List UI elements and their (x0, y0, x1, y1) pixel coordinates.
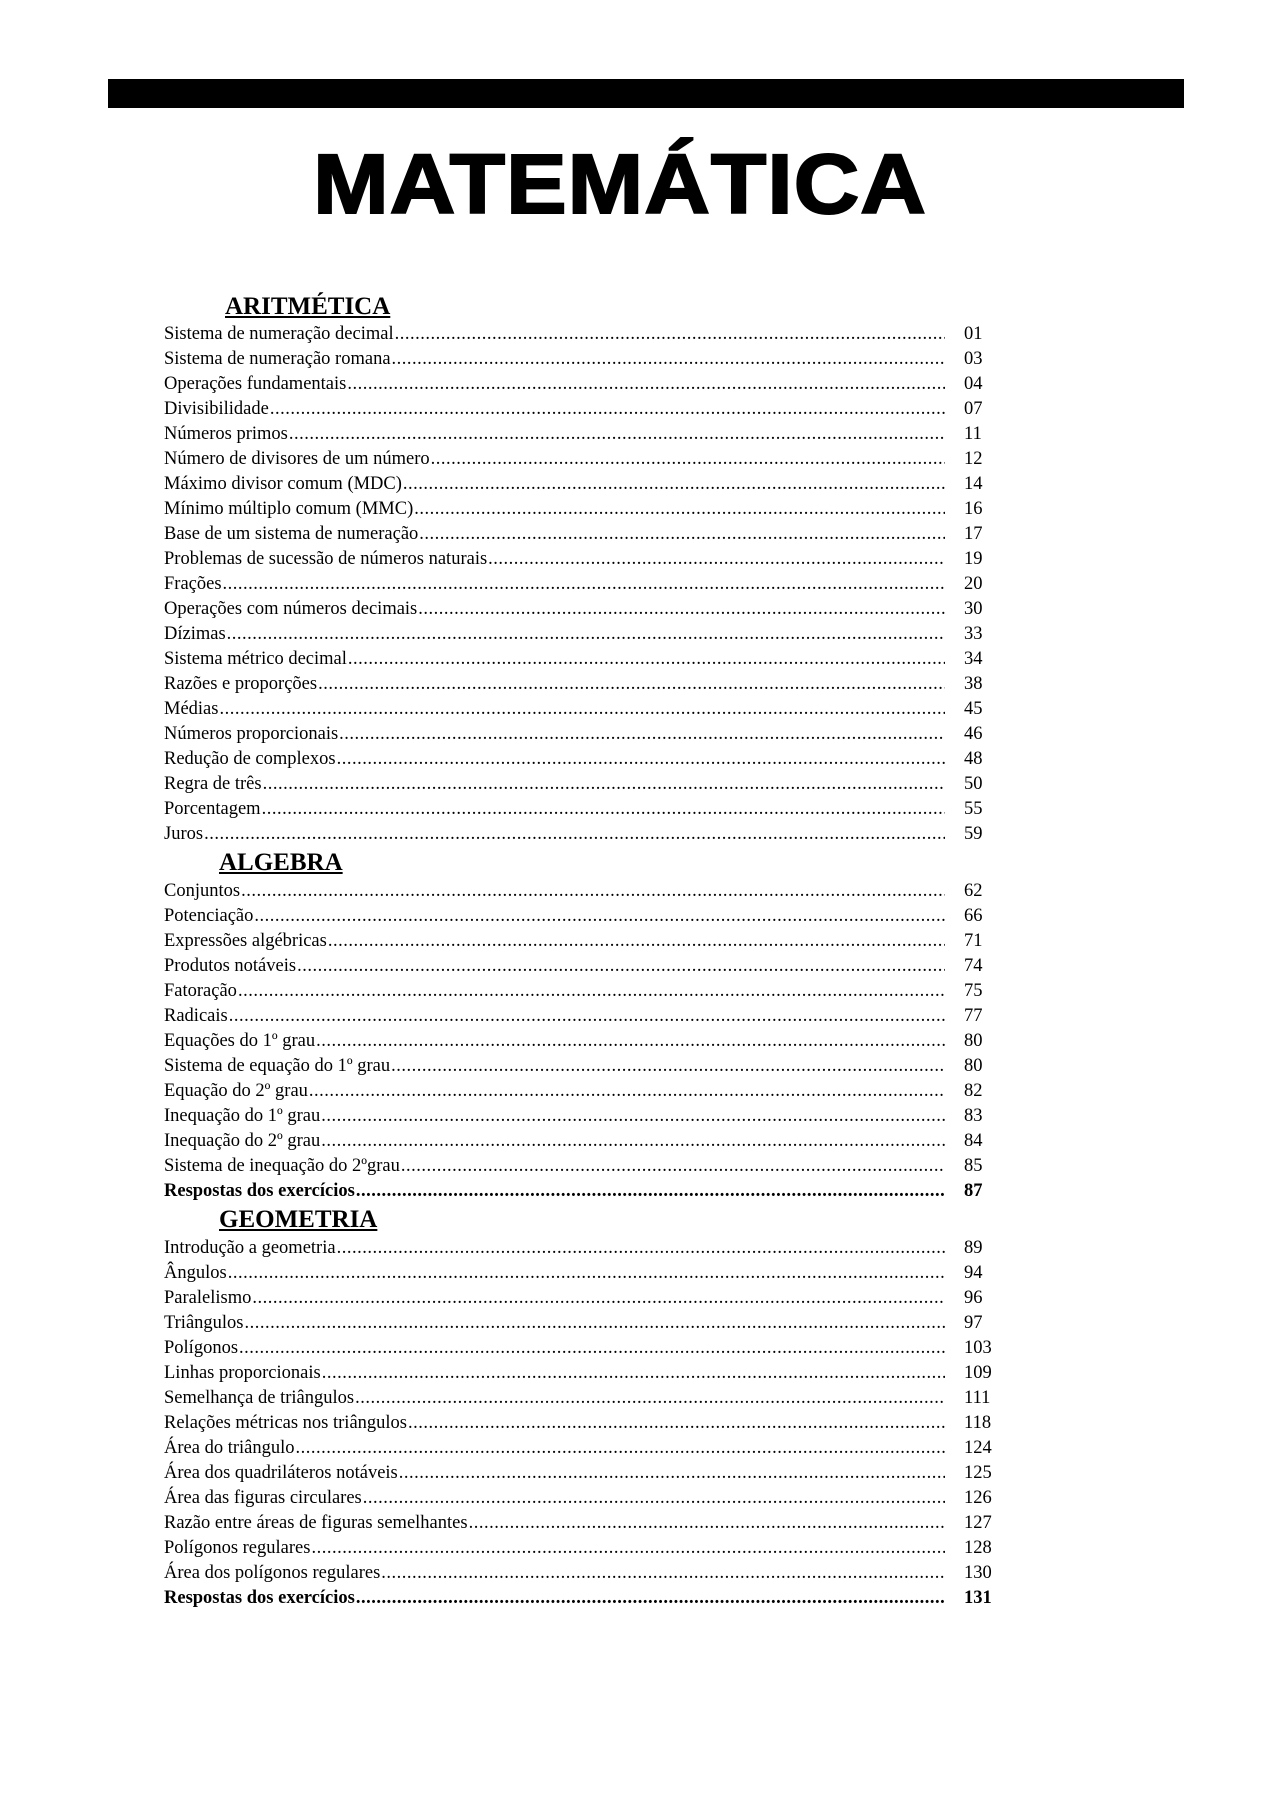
dot-leader (223, 572, 945, 597)
toc-entry[interactable] (164, 822, 1010, 847)
section-heading-3: GEOMETRIA (219, 1206, 378, 1233)
toc-entry-label: Regra de três (164, 774, 262, 794)
toc-entry-label: Introdução a geometria (164, 1238, 336, 1258)
dot-leader (229, 1004, 945, 1029)
dot-leader (296, 1436, 946, 1461)
toc-entry-label: Ângulos (164, 1263, 227, 1283)
toc-entry[interactable] (164, 572, 1010, 597)
toc-entry-label: Sistema de numeração decimal (164, 324, 394, 344)
dot-leader (381, 1561, 945, 1586)
toc-entry-page-number: 84 (964, 1131, 983, 1151)
toc-entry-page-number: 12 (964, 449, 983, 469)
toc-entry-label: Polígonos regulares (164, 1538, 311, 1558)
toc-entry-page-number: 50 (964, 774, 983, 794)
dot-leader (356, 1586, 945, 1611)
toc-entry[interactable] (164, 1336, 1010, 1361)
toc-entry-label: Divisibilidade (164, 399, 269, 419)
toc-entry[interactable] (164, 1311, 1010, 1336)
toc-entry[interactable] (164, 1411, 1010, 1436)
dot-leader (219, 697, 945, 722)
toc-entry-label: Potenciação (164, 906, 254, 926)
toc-entry-label: Inequação do 1º grau (164, 1106, 321, 1126)
dot-leader (318, 672, 945, 697)
toc-entry-page-number: 19 (964, 549, 983, 569)
toc-entry[interactable] (164, 622, 1010, 647)
toc-entry[interactable] (164, 1154, 1010, 1179)
toc-entry[interactable] (164, 1104, 1010, 1129)
dot-leader (339, 722, 945, 747)
toc-entry-page-number: 16 (964, 499, 983, 519)
toc-entry[interactable] (164, 1586, 1010, 1611)
toc-entry-label: Redução de complexos (164, 749, 336, 769)
dot-leader (348, 647, 945, 672)
toc-entry[interactable] (164, 929, 1010, 954)
toc-entry[interactable] (164, 1361, 1010, 1386)
toc-entry-label: Médias (164, 699, 219, 719)
toc-entry[interactable] (164, 497, 1010, 522)
toc-entry-label: Paralelismo (164, 1288, 252, 1308)
dot-leader (414, 497, 945, 522)
toc-entry[interactable] (164, 447, 1010, 472)
toc-entry[interactable] (164, 772, 1010, 797)
toc-entry[interactable] (164, 1461, 1010, 1486)
toc-entry-label: Inequação do 2º grau (164, 1131, 321, 1151)
dot-leader (337, 1236, 945, 1261)
dot-leader (403, 472, 945, 497)
toc-entry[interactable] (164, 747, 1010, 772)
toc-entry-label: Números primos (164, 424, 288, 444)
dot-leader (227, 622, 945, 647)
toc-entry[interactable] (164, 597, 1010, 622)
dot-leader (252, 1286, 945, 1311)
dot-leader (355, 1386, 945, 1411)
toc-entry-page-number: 30 (964, 599, 983, 619)
toc-entry-label: Números proporcionais (164, 724, 339, 744)
toc-entry-label: Área dos quadriláteros notáveis (164, 1463, 398, 1483)
toc-entry-page-number: 38 (964, 674, 983, 694)
dot-leader (419, 522, 945, 547)
toc-entry-label: Triângulos (164, 1313, 244, 1333)
toc-entry-label: Equação do 2º grau (164, 1081, 308, 1101)
toc-entry[interactable] (164, 422, 1010, 447)
toc-entry-page-number: 33 (964, 624, 983, 644)
toc-entry-page-number: 127 (964, 1513, 992, 1533)
dot-leader (391, 1054, 945, 1079)
toc-entry-page-number: 46 (964, 724, 983, 744)
toc-entry-label: Sistema de equação do 1º grau (164, 1056, 391, 1076)
dot-leader (289, 422, 945, 447)
toc-entry-page-number: 126 (964, 1488, 992, 1508)
toc-entry-page-number: 20 (964, 574, 983, 594)
toc-entry-label: Relações métricas nos triângulos (164, 1413, 408, 1433)
dot-leader (328, 929, 945, 954)
toc-entry-page-number: 75 (964, 981, 983, 1001)
toc-entry-page-number: 04 (964, 374, 983, 394)
dot-leader (363, 1486, 945, 1511)
toc-entry[interactable] (164, 1079, 1010, 1104)
toc-entry-label: Conjuntos (164, 881, 241, 901)
toc-entry-label: Produtos notáveis (164, 956, 297, 976)
toc-entry-label: Polígonos (164, 1338, 239, 1358)
dot-leader (337, 747, 945, 772)
toc-entry-label: Área do triângulo (164, 1438, 295, 1458)
toc-entry-page-number: 77 (964, 1006, 983, 1026)
toc-entry[interactable] (164, 1511, 1010, 1536)
dot-leader (297, 954, 945, 979)
dot-leader (316, 1029, 945, 1054)
section-heading-1: ARITMÉTICA (225, 293, 391, 320)
toc-entry-label: Base de um sistema de numeração (164, 524, 419, 544)
toc-entry-page-number: 80 (964, 1031, 983, 1051)
toc-entry-page-number: 66 (964, 906, 983, 926)
dot-leader (204, 822, 945, 847)
toc-entry-page-number: 131 (964, 1588, 992, 1608)
toc-entry[interactable] (164, 1004, 1010, 1029)
toc-entry[interactable] (164, 697, 1010, 722)
toc-entry[interactable] (164, 472, 1010, 497)
toc-entry-page-number: 118 (964, 1413, 992, 1433)
dot-leader (418, 597, 945, 622)
toc-entry-label: Juros (164, 824, 204, 844)
toc-entry-label: Operações com números decimais (164, 599, 418, 619)
dot-leader (347, 372, 945, 397)
toc-entry[interactable] (164, 797, 1010, 822)
toc-entry-label: Frações (164, 574, 222, 594)
dot-leader (311, 1536, 945, 1561)
dot-leader (321, 1104, 945, 1129)
dot-leader (228, 1261, 945, 1286)
toc-entry[interactable] (164, 1386, 1010, 1411)
toc-entry-label: Sistema métrico decimal (164, 649, 347, 669)
dot-leader (488, 547, 945, 572)
toc-entry-page-number: 03 (964, 349, 983, 369)
toc-entry-label: Dízimas (164, 624, 226, 644)
toc-entry[interactable] (164, 879, 1010, 904)
header-bar (108, 79, 1184, 108)
dot-leader (238, 979, 945, 1004)
toc-entry-page-number: 94 (964, 1263, 983, 1283)
dot-leader (469, 1511, 945, 1536)
toc-entry-page-number: 82 (964, 1081, 983, 1101)
toc-entry[interactable] (164, 1029, 1010, 1054)
toc-entry-page-number: 59 (964, 824, 983, 844)
toc-entry[interactable] (164, 372, 1010, 397)
toc-entry-page-number: 62 (964, 881, 983, 901)
toc-entry-page-number: 111 (964, 1388, 991, 1408)
toc-entry-label: Operações fundamentais (164, 374, 347, 394)
toc-entry-page-number: 103 (964, 1338, 992, 1358)
toc-entry[interactable] (164, 722, 1010, 747)
toc-entry-page-number: 97 (964, 1313, 983, 1333)
dot-leader (431, 447, 945, 472)
toc-entry[interactable] (164, 904, 1010, 929)
toc-entry-page-number: 96 (964, 1288, 983, 1308)
toc-entry-page-number: 71 (964, 931, 983, 951)
toc-entry[interactable] (164, 322, 1010, 347)
toc-entry-label: Sistema de numeração romana (164, 349, 391, 369)
toc-entry[interactable] (164, 1054, 1010, 1079)
toc-entry-page-number: 11 (964, 424, 982, 444)
table-of-contents (164, 292, 1010, 1611)
toc-entry-label: Fatoração (164, 981, 237, 1001)
toc-entry[interactable] (164, 347, 1010, 372)
toc-entry-label: Sistema de inequação do 2ºgrau (164, 1156, 400, 1176)
toc-entry-page-number: 55 (964, 799, 983, 819)
toc-entry-page-number: 128 (964, 1538, 992, 1558)
dot-leader (322, 1361, 945, 1386)
toc-entry-page-number: 85 (964, 1156, 983, 1176)
toc-entry[interactable] (164, 1486, 1010, 1511)
toc-entry-label: Equações do 1º grau (164, 1031, 316, 1051)
toc-entry[interactable] (164, 979, 1010, 1004)
toc-entry[interactable] (164, 1561, 1010, 1586)
dot-leader (245, 1311, 945, 1336)
toc-entry-label: Problemas de sucessão de números naturais (164, 549, 488, 569)
dot-leader (270, 397, 945, 422)
dot-leader (241, 879, 945, 904)
toc-entry-page-number: 124 (964, 1438, 992, 1458)
toc-entry[interactable] (164, 547, 1010, 572)
toc-entry[interactable] (164, 1436, 1010, 1461)
toc-entry-page-number: 14 (964, 474, 983, 494)
toc-entry-page-number: 87 (964, 1181, 983, 1201)
dot-leader (321, 1129, 945, 1154)
toc-entry[interactable] (164, 1236, 1010, 1261)
toc-entry-label: Máximo divisor comum (MDC) (164, 474, 402, 494)
toc-entry-label: Porcentagem (164, 799, 261, 819)
dot-leader (392, 347, 945, 372)
toc-entry-label: Razões e proporções (164, 674, 318, 694)
toc-entry-page-number: 74 (964, 956, 983, 976)
toc-entry[interactable] (164, 647, 1010, 672)
toc-entry[interactable] (164, 954, 1010, 979)
toc-entry-page-number: 80 (964, 1056, 983, 1076)
toc-entry-page-number: 48 (964, 749, 983, 769)
dot-leader (309, 1079, 945, 1104)
toc-entry-label: Linhas proporcionais (164, 1363, 321, 1383)
toc-entry-label: Área dos polígonos regulares (164, 1563, 381, 1583)
dot-leader (254, 904, 945, 929)
toc-entry-page-number: 89 (964, 1238, 983, 1258)
toc-entry-page-number: 109 (964, 1363, 992, 1383)
toc-entry-page-number: 01 (964, 324, 983, 344)
toc-entry-label: Expressões algébricas (164, 931, 327, 951)
toc-entry[interactable] (164, 1129, 1010, 1154)
toc-entry-label: Razão entre áreas de figuras semelhantes (164, 1513, 468, 1533)
toc-entry[interactable] (164, 1286, 1010, 1311)
toc-entry-label: Semelhança de triângulos (164, 1388, 355, 1408)
toc-entry[interactable] (164, 1261, 1010, 1286)
toc-entry-label: Respostas dos exercícios (164, 1588, 355, 1608)
toc-entry-page-number: 17 (964, 524, 983, 544)
toc-entry[interactable] (164, 397, 1010, 422)
dot-leader (356, 1179, 945, 1204)
dot-leader (263, 772, 945, 797)
toc-entry[interactable] (164, 522, 1010, 547)
dot-leader (408, 1411, 945, 1436)
toc-entry-page-number: 34 (964, 649, 983, 669)
toc-entry-page-number: 130 (964, 1563, 992, 1583)
dot-leader (399, 1461, 945, 1486)
page-title: MATEMÁTICA (313, 137, 927, 231)
dot-leader (395, 322, 945, 347)
dot-leader (262, 797, 945, 822)
toc-entry[interactable] (164, 672, 1010, 697)
toc-entry-label: Área das figuras circulares (164, 1488, 362, 1508)
section-heading-2: ALGEBRA (219, 849, 343, 876)
toc-entry-label: Mínimo múltiplo comum (MMC) (164, 499, 414, 519)
toc-entry-page-number: 07 (964, 399, 983, 419)
toc-entry[interactable] (164, 1179, 1010, 1204)
dot-leader (239, 1336, 945, 1361)
toc-entry-label: Número de divisores de um número (164, 449, 430, 469)
toc-entry-page-number: 45 (964, 699, 983, 719)
toc-entry-page-number: 125 (964, 1463, 992, 1483)
toc-entry-label: Respostas dos exercícios (164, 1181, 355, 1201)
dot-leader (401, 1154, 945, 1179)
toc-entry-page-number: 83 (964, 1106, 983, 1126)
toc-entry[interactable] (164, 1536, 1010, 1561)
toc-entry-label: Radicais (164, 1006, 228, 1026)
